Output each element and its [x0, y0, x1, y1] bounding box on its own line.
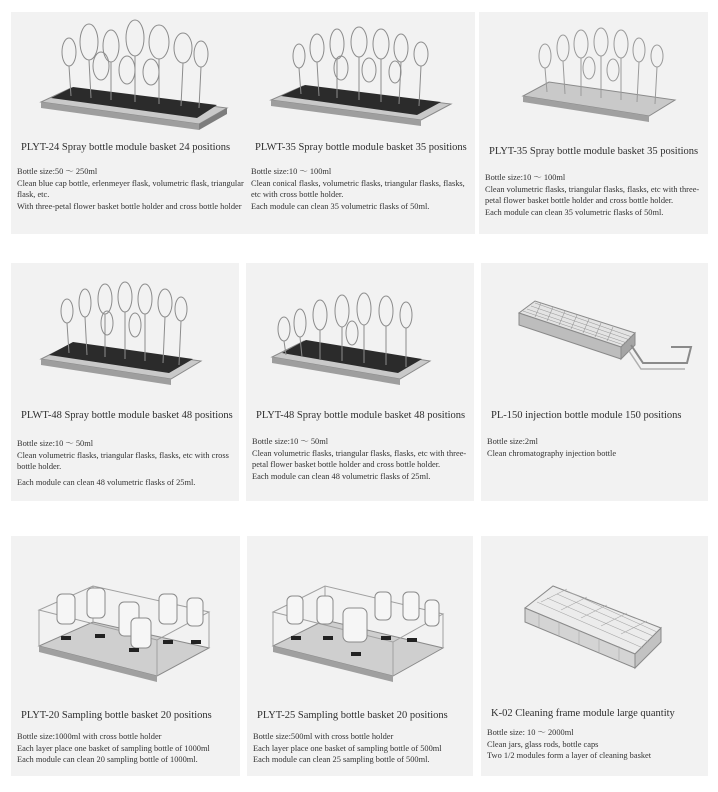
product-card-plyt-20 — [11, 536, 240, 776]
product-image-spray-basket-48-flower — [246, 263, 474, 391]
product-spec-line: Clean volumetric flasks, triangular flasks, flasks, etc with three-petal flower basket bottle holder and cross bottle holder. — [485, 184, 700, 206]
product-image-spray-basket-35-flower — [479, 12, 708, 134]
product-spec-line: Bottle size:10 ～ 50ml — [17, 439, 94, 448]
product-image-cleaning-wire-basket — [481, 536, 708, 686]
product-description — [487, 727, 704, 762]
product-title: PLWT-35 Spray bottle module basket 35 positions — [255, 142, 467, 153]
product-description — [17, 166, 261, 212]
product-spec-line: Clean blue cap bottle, erlenmeyer flask, volumetric flask, triangular flask, etc. — [17, 178, 244, 200]
product-image-sampling-basket-20 — [11, 536, 240, 686]
product-card-plwt-48 — [11, 263, 239, 501]
product-card-plyt-24 — [11, 12, 265, 234]
product-title: PLYT-35 Spray bottle module basket 35 positions — [489, 146, 699, 157]
product-description — [253, 731, 469, 766]
product-title: K-02 Cleaning frame module large quantity — [491, 708, 675, 719]
product-image-spray-basket-48-cross — [11, 263, 239, 391]
product-spec-line: Two 1/2 modules form a layer of cleaning basket — [487, 751, 652, 761]
product-spec-line: Each module can clean 35 volumetric flasks of 50ml. — [485, 207, 664, 217]
product-spec-line: Bottle size: 10 ～ 2000ml — [487, 728, 574, 737]
product-description — [17, 731, 236, 766]
product-spec-line: Each module can clean 25 sampling bottle of 500ml. — [253, 755, 430, 765]
product-spec-line: Bottle size:50 ～ 250ml — [17, 167, 98, 176]
product-title: PLYT-20 Sampling bottle basket 20 positions — [21, 710, 212, 721]
product-spec-line: Each module can clean 48 volumetric flasks of 25ml. — [252, 471, 431, 481]
product-spec-line: Each module can clean 20 sampling bottle of 1000ml. — [17, 755, 198, 765]
product-card-plyt-35 — [479, 12, 708, 234]
product-spec-line: Each layer place one basket of sampling bottle of 1000ml — [17, 743, 210, 753]
product-image-injection-bottle-rack — [481, 263, 708, 391]
product-description — [252, 436, 470, 482]
product-spec-line: Bottle size:10 ～ 100ml — [485, 173, 566, 182]
product-spec-line: Clean chromatography injection bottle — [487, 448, 617, 458]
product-card-plyt-48 — [246, 263, 474, 501]
product-spec-line: Bottle size:2ml — [487, 437, 538, 446]
product-spec-line: Each layer place one basket of sampling bottle of 500ml — [253, 743, 442, 753]
product-spec-line: Clean jars, glass rods, bottle caps — [487, 739, 599, 749]
product-spec-line: With three-petal flower basket bottle holder and cross bottle holder — [17, 201, 242, 211]
product-card-plwt-35 — [245, 12, 475, 234]
product-title: PLYT-25 Sampling bottle basket 20 positions — [257, 710, 448, 721]
product-title: PLWT-48 Spray bottle module basket 48 positions — [21, 410, 233, 421]
product-spec-line: Each module can clean 35 volumetric flasks of 50ml. — [251, 201, 430, 211]
product-description — [251, 166, 471, 212]
product-image-sampling-basket-25 — [247, 536, 473, 686]
product-title: PLYT-24 Spray bottle module basket 24 positions — [21, 142, 231, 153]
product-spec-line: Bottle size:1000ml with cross bottle holder — [17, 732, 162, 741]
product-spec-line: Clean volumetric flasks, triangular flasks, flasks, etc with three-petal flower basket bottle holder and cross bottle holder. — [252, 448, 467, 470]
product-spec-line: Clean conical flasks, volumetric flasks, triangular flasks, flasks, etc with cross bottle holder. — [251, 178, 465, 200]
product-title: PLYT-48 Spray bottle module basket 48 positions — [256, 410, 466, 421]
product-image-spray-basket-35-cross — [245, 12, 475, 134]
product-spec-line: Bottle size:10 ～ 50ml — [252, 437, 329, 446]
product-spec-line: Bottle size:10 ～ 100ml — [251, 167, 332, 176]
product-card-k-02 — [481, 536, 708, 776]
product-description — [487, 436, 704, 459]
product-spec-line: Clean volumetric flasks, triangular flasks, flasks, etc with cross bottle holder. — [17, 450, 229, 472]
product-description — [17, 438, 235, 488]
product-description — [485, 172, 704, 218]
product-card-pl-150 — [481, 263, 708, 501]
product-spec-line: Bottle size:500ml with cross bottle holder — [253, 732, 394, 741]
product-image-spray-basket-24 — [11, 12, 265, 134]
product-spec-line: Each module can clean 48 volumetric flasks of 25ml. — [17, 477, 196, 487]
product-title: PL-150 injection bottle module 150 positions — [491, 410, 682, 421]
product-card-plyt-25 — [247, 536, 473, 776]
